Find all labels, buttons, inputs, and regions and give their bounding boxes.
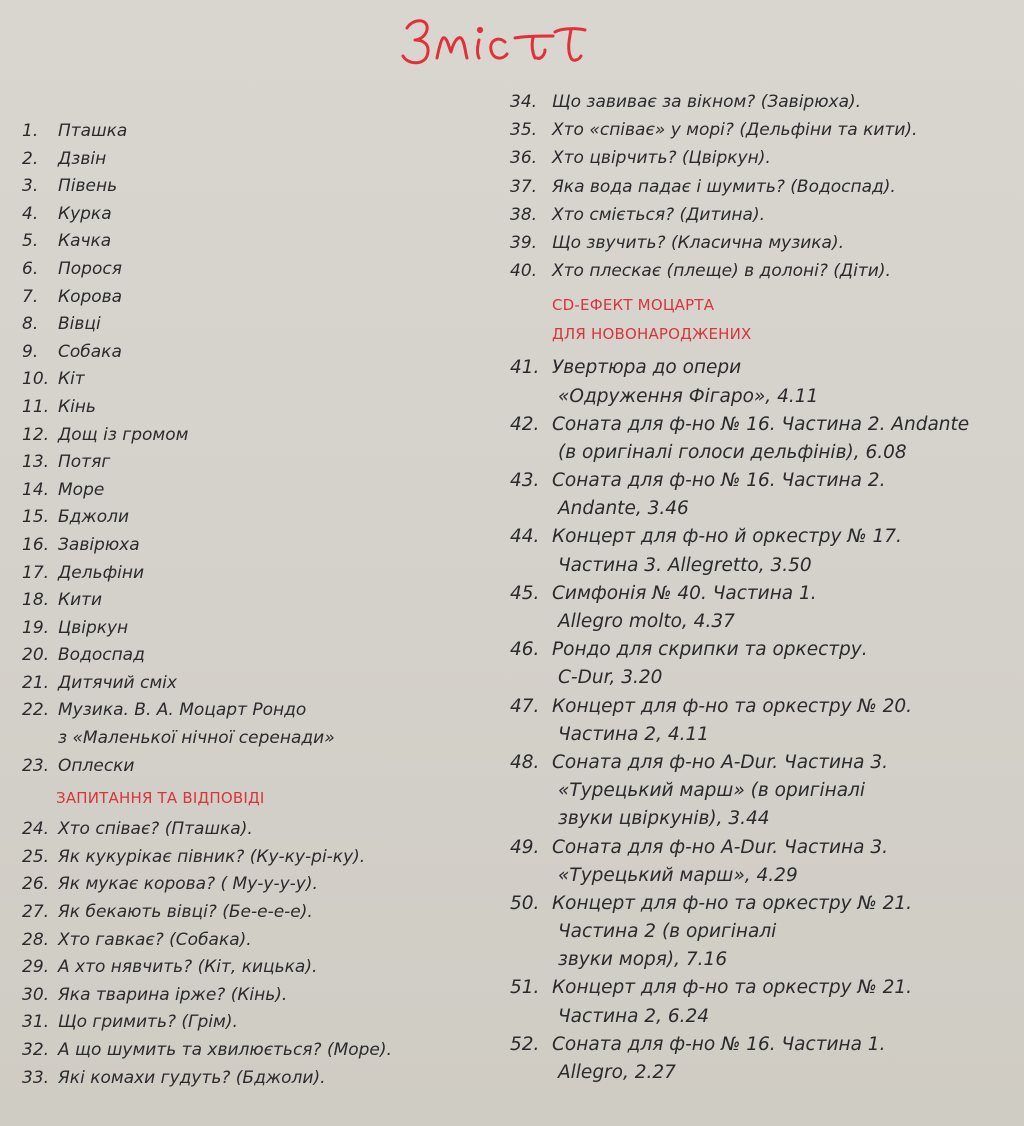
- list-item: [510, 144, 1010, 172]
- list-item: [510, 1031, 1010, 1059]
- item-text: Хто «співає» у морі? (Дельфіни та кити).: [552, 120, 918, 141]
- item-text: Концерт для ф-но та оркестру № 20.: [552, 695, 913, 717]
- list-item: [22, 422, 492, 450]
- item-number: 44.: [510, 526, 540, 548]
- list-item: [22, 871, 492, 899]
- list-item: [22, 118, 492, 146]
- list-item: [22, 982, 492, 1010]
- list-item: [510, 201, 1010, 229]
- item-text: Увертюра до опери: [552, 357, 742, 379]
- item-text-continuation: з «Маленької нічної серенади»: [58, 728, 335, 749]
- item-number: 9.: [22, 341, 39, 362]
- item-text-continuation: Частина 3. Allegretto, 3.50: [558, 554, 812, 576]
- item-number: 28.: [22, 929, 50, 950]
- item-text-continuation: «Турецький марш» (в оригіналі: [558, 780, 865, 802]
- list-item: [22, 339, 492, 367]
- item-number: 34.: [510, 92, 538, 112]
- item-number: 27.: [22, 902, 50, 923]
- item-text: Бджоли: [58, 507, 130, 528]
- item-text: Дзвін: [58, 148, 107, 169]
- item-number: 13.: [22, 452, 50, 473]
- list-item: [510, 749, 1010, 777]
- item-number: 36.: [510, 148, 538, 169]
- item-text-continuation: C-Dur, 3.20: [558, 667, 663, 689]
- item-text: Собака: [58, 341, 122, 362]
- list-item: [510, 834, 1010, 862]
- item-text: Оплески: [58, 755, 135, 776]
- item-text: Хто сміється? (Дитина).: [552, 204, 765, 225]
- item-number: 12.: [22, 424, 50, 445]
- item-number: 20.: [22, 645, 50, 666]
- list-item: [22, 146, 492, 174]
- item-text: А хто нявчить? (Кіт, кицька).: [58, 957, 318, 978]
- item-text: Концерт для ф-но та оркестру № 21.: [552, 977, 913, 999]
- item-number: 25.: [22, 846, 50, 867]
- item-text-continuation: Частина 2, 6.24: [558, 1005, 710, 1027]
- list-item: [510, 974, 1010, 1002]
- item-text: Як бекають вівці? (Бе-е-е-е).: [58, 902, 313, 923]
- item-number: 24.: [22, 819, 50, 840]
- item-text-continuation: «Одруження Фігаро», 4.11: [558, 385, 819, 407]
- item-text: Кінь: [58, 396, 96, 417]
- item-number: 21.: [22, 672, 50, 693]
- list-item: [22, 670, 492, 698]
- item-text-continuation: Частина 2 (в оригіналі: [558, 921, 777, 943]
- list-item: [22, 587, 492, 615]
- item-text-continuation: звуки цвіркунів), 3.44: [558, 808, 770, 830]
- handwritten-title: [395, 4, 595, 70]
- list-item: [510, 523, 1010, 551]
- list-item: [510, 229, 1010, 257]
- item-number: 10.: [22, 369, 50, 390]
- item-text: Кіт: [58, 369, 85, 390]
- item-number: 51.: [510, 977, 540, 999]
- item-text: Завірюха: [58, 534, 140, 555]
- list-item: [510, 580, 1010, 608]
- item-number: 47.: [510, 695, 540, 717]
- list-item: [22, 228, 492, 256]
- item-text: А що шумить та хвилюється? (Море).: [58, 1040, 392, 1060]
- list-item: [22, 753, 492, 781]
- item-number: 39.: [510, 232, 538, 253]
- item-number: 1.: [22, 121, 39, 141]
- list-item: [510, 257, 1010, 285]
- item-number: 29.: [22, 957, 50, 978]
- item-text: Соната для ф-но A-Dur. Частина 3.: [552, 836, 888, 858]
- list-item: [22, 642, 492, 670]
- item-number: 45.: [510, 582, 540, 604]
- section-heading-line: CD-ЕФЕКТ МОЦАРТА: [552, 296, 715, 315]
- item-number: 16.: [22, 534, 50, 555]
- item-number: 2.: [22, 148, 39, 169]
- item-number: 26.: [22, 874, 50, 895]
- item-number: 48.: [510, 751, 540, 773]
- list-item: [22, 477, 492, 505]
- section-heading-line: ДЛЯ НОВОНАРОДЖЕНИХ: [552, 324, 752, 343]
- list-item: [22, 954, 492, 982]
- item-text-continuation: Allegro molto, 4.37: [558, 611, 735, 632]
- item-text-continuation: Andante, 3.46: [558, 498, 689, 520]
- item-text: Дельфіни: [58, 562, 145, 583]
- list-item: [510, 88, 1010, 116]
- item-number: 23.: [22, 755, 50, 776]
- item-text: Дощ із громом: [58, 424, 189, 445]
- right-column: [510, 88, 1010, 1087]
- item-number: 3.: [22, 176, 39, 197]
- list-item: [22, 394, 492, 422]
- list-item: [22, 532, 492, 560]
- list-item: [22, 201, 492, 229]
- list-item: [22, 1009, 492, 1037]
- item-text: Соната для ф-но № 16. Частина 2.: [552, 470, 886, 492]
- list-item: [22, 366, 492, 394]
- item-text: Вівці: [58, 314, 101, 335]
- item-text-continuation: Частина 2, 4.11: [558, 723, 710, 745]
- list-item: [22, 504, 492, 532]
- list-item: [22, 615, 492, 643]
- item-text: Як кукурікає півник? (Ку-ку-рі-ку).: [58, 846, 366, 867]
- list-item: [22, 816, 492, 844]
- item-text: Що гримить? (Грім).: [58, 1012, 238, 1033]
- item-number: 5.: [22, 231, 39, 252]
- item-text: Соната для ф-но № 16. Частина 1.: [552, 1033, 886, 1055]
- list-item: [22, 560, 492, 588]
- list-item: [510, 354, 1010, 382]
- item-text: Водоспад: [58, 645, 145, 666]
- item-number: 38.: [510, 204, 538, 225]
- item-text: Яка тварина ірже? (Кінь).: [58, 984, 288, 1005]
- list-item: [22, 899, 492, 927]
- list-item: [22, 1037, 492, 1065]
- item-number: 4.: [22, 203, 39, 224]
- item-text-continuation: (в оригіналі голоси дельфінів), 6.08: [558, 441, 907, 463]
- item-text: Потяг: [58, 452, 111, 473]
- list-item: [510, 636, 1010, 664]
- item-number: 42.: [510, 413, 540, 435]
- item-number: 7.: [22, 286, 39, 307]
- item-number: 8.: [22, 314, 39, 335]
- item-number: 41.: [510, 357, 540, 379]
- item-number: 32.: [22, 1040, 50, 1060]
- item-number: 22.: [22, 700, 50, 721]
- item-number: 15.: [22, 507, 50, 528]
- list-item: [22, 927, 492, 955]
- item-number: 35.: [510, 120, 538, 141]
- list-item: [22, 256, 492, 284]
- list-item: [22, 844, 492, 872]
- list-item: [22, 449, 492, 477]
- item-text: Качка: [58, 231, 112, 252]
- list-item: [510, 173, 1010, 201]
- item-text: Хто плескає (плеще) в долоні? (Діти).: [552, 261, 891, 282]
- list-item: [510, 116, 1010, 144]
- section-heading-qa: ЗАПИТАННЯ ТА ВІДПОВІДІ: [56, 789, 265, 808]
- item-text: Море: [58, 479, 105, 500]
- item-text: Хто гавкає? (Собака).: [58, 929, 252, 950]
- item-number: 37.: [510, 176, 538, 197]
- item-number: 50.: [510, 892, 540, 914]
- list-item: [22, 284, 492, 312]
- item-text: Порося: [58, 258, 122, 279]
- item-text: Корова: [58, 286, 123, 307]
- item-text: Соната для ф-но A-Dur. Частина 3.: [552, 751, 888, 773]
- item-text-continuation: «Турецький марш», 4.29: [558, 864, 798, 886]
- item-number: 17.: [22, 562, 50, 583]
- section-heading-cd: [510, 291, 1010, 348]
- list-item: [510, 890, 1010, 918]
- item-text: Концерт для ф-но та оркестру № 21.: [552, 892, 913, 914]
- list-item: [510, 411, 1010, 439]
- item-number: 33.: [22, 1067, 50, 1088]
- item-text-continuation: звуки моря), 7.16: [558, 949, 728, 971]
- item-number: 11.: [22, 396, 50, 417]
- item-text: Що завиває за вікном? (Завірюха).: [552, 92, 862, 112]
- page-title: [0, 0, 1024, 70]
- item-text: Як мукає корова? ( Му-у-у-у).: [58, 874, 318, 895]
- item-text: Хто співає? (Пташка).: [58, 819, 253, 840]
- item-text: Рондо для скрипки та оркестру.: [552, 639, 868, 661]
- list-item: [510, 467, 1010, 495]
- item-number: 19.: [22, 617, 50, 638]
- item-text: Симфонія № 40. Частина 1.: [552, 582, 817, 604]
- item-number: 43.: [510, 470, 540, 492]
- item-text: Музика. В. А. Моцарт Рондо: [58, 700, 307, 721]
- item-text: Пташка: [58, 121, 128, 141]
- item-text: Які комахи гудуть? (Бджоли).: [58, 1067, 326, 1088]
- item-text: Що звучить? (Класична музика).: [552, 232, 845, 253]
- item-text: Хто цвірчить? (Цвіркун).: [552, 148, 771, 169]
- item-number: 30.: [22, 984, 50, 1005]
- item-number: 52.: [510, 1033, 540, 1055]
- list-item: [22, 311, 492, 339]
- item-number: 31.: [22, 1012, 50, 1033]
- item-number: 14.: [22, 479, 50, 500]
- list-item: [22, 1065, 492, 1093]
- item-text: Цвіркун: [58, 617, 129, 638]
- item-number: 49.: [510, 836, 540, 858]
- list-item: [22, 173, 492, 201]
- item-text: Півень: [58, 176, 118, 197]
- item-text: Дитячий сміх: [58, 672, 177, 693]
- item-text-continuation: Allegro, 2.27: [558, 1062, 676, 1083]
- left-column: [22, 118, 492, 1092]
- list-item: [22, 697, 492, 725]
- item-number: 18.: [22, 590, 50, 611]
- item-text: Соната для ф-но № 16. Частина 2. Andante: [552, 413, 970, 435]
- item-text: Курка: [58, 203, 112, 224]
- item-number: 46.: [510, 639, 540, 661]
- item-number: 40.: [510, 261, 538, 282]
- list-item: [510, 693, 1010, 721]
- item-number: 6.: [22, 258, 39, 279]
- item-text: Концерт для ф-но й оркестру № 17.: [552, 526, 902, 548]
- item-text: Кити: [58, 590, 103, 611]
- item-text: Яка вода падає і шумить? (Водоспад).: [552, 176, 896, 197]
